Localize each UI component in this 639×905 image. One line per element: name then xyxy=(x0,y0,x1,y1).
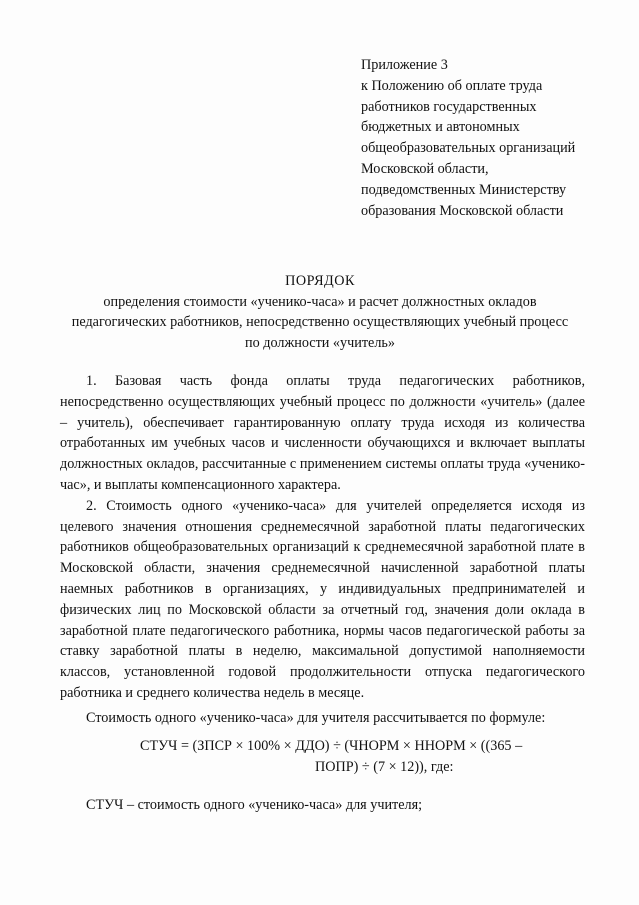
appendix-header xyxy=(361,55,623,221)
appendix-line: Приложение 3 xyxy=(361,57,448,73)
appendix-line: работников государственных xyxy=(361,98,537,115)
paragraph-2: 2. Стоимость одного «ученико-часа» для учителей определяется исходя из целевого значения отношения среднемесячной заработной платы педагогических работников общеобразовательных организаций к среднемесячной заработной плате в Московской области, значения среднемесячной начисленной заработной платы наемных работников в организациях, у индивидуальных предпринимателей и физических лиц по Московской области за отчетный год, значения доли оклада в заработной плате педагогического работника, нормы часов педагогической работы за ставку заработной платы в неделю, максимальной допустимой наполняемости классов, установленной годовой продолжительности отпуска педагогического работника и среднего количества недель в месяце. xyxy=(60,497,585,701)
document-title xyxy=(60,271,580,353)
paragraph-1: 1. Базовая часть фонда оплаты труда педагогических работников, непосредственно осуществляющих учебный процесс по должности «учитель» (далее – учитель), обеспечивает гарантированную оплату труда исходя из количества отработанных им учебных часов и численности обучающихся и включает выплаты должностных окладов, рассчитанные с применением системы оплаты труда «ученико-час», и выплаты компенсационного характера. xyxy=(60,373,585,493)
appendix-line: к Положению об оплате труда xyxy=(361,77,543,94)
formula-definition: СТУЧ – стоимость одного «ученико-часа» для учителя; xyxy=(86,797,423,813)
title-line: определения стоимости «ученико-часа» и расчет должностных окладов xyxy=(103,293,537,310)
document-body xyxy=(60,371,585,729)
appendix-line: бюджетных и автономных xyxy=(361,119,520,136)
appendix-line: общеобразовательных организаций xyxy=(361,140,576,157)
appendix-line: подведомственных Министерству xyxy=(361,181,567,198)
appendix-line: Московской области, xyxy=(361,160,489,177)
formula-line-1: СТУЧ = (ЗПСР × 100% × ДДО) ÷ (ЧНОРМ × ННОРМ × ((365 – xyxy=(140,738,523,754)
formula xyxy=(60,736,585,778)
formula-line-2: ПОПР) ÷ (7 × 12)), где: xyxy=(315,759,454,775)
title-line: по должности «учитель» xyxy=(245,334,395,351)
title-heading: ПОРЯДОК xyxy=(285,273,355,289)
appendix-line: образования Московской области xyxy=(361,202,564,219)
formula-intro: Стоимость одного «ученико-часа» для учителя рассчитывается по формуле: xyxy=(86,709,546,726)
title-line: педагогических работников, непосредственно осуществляющих учебный процесс xyxy=(71,314,569,330)
